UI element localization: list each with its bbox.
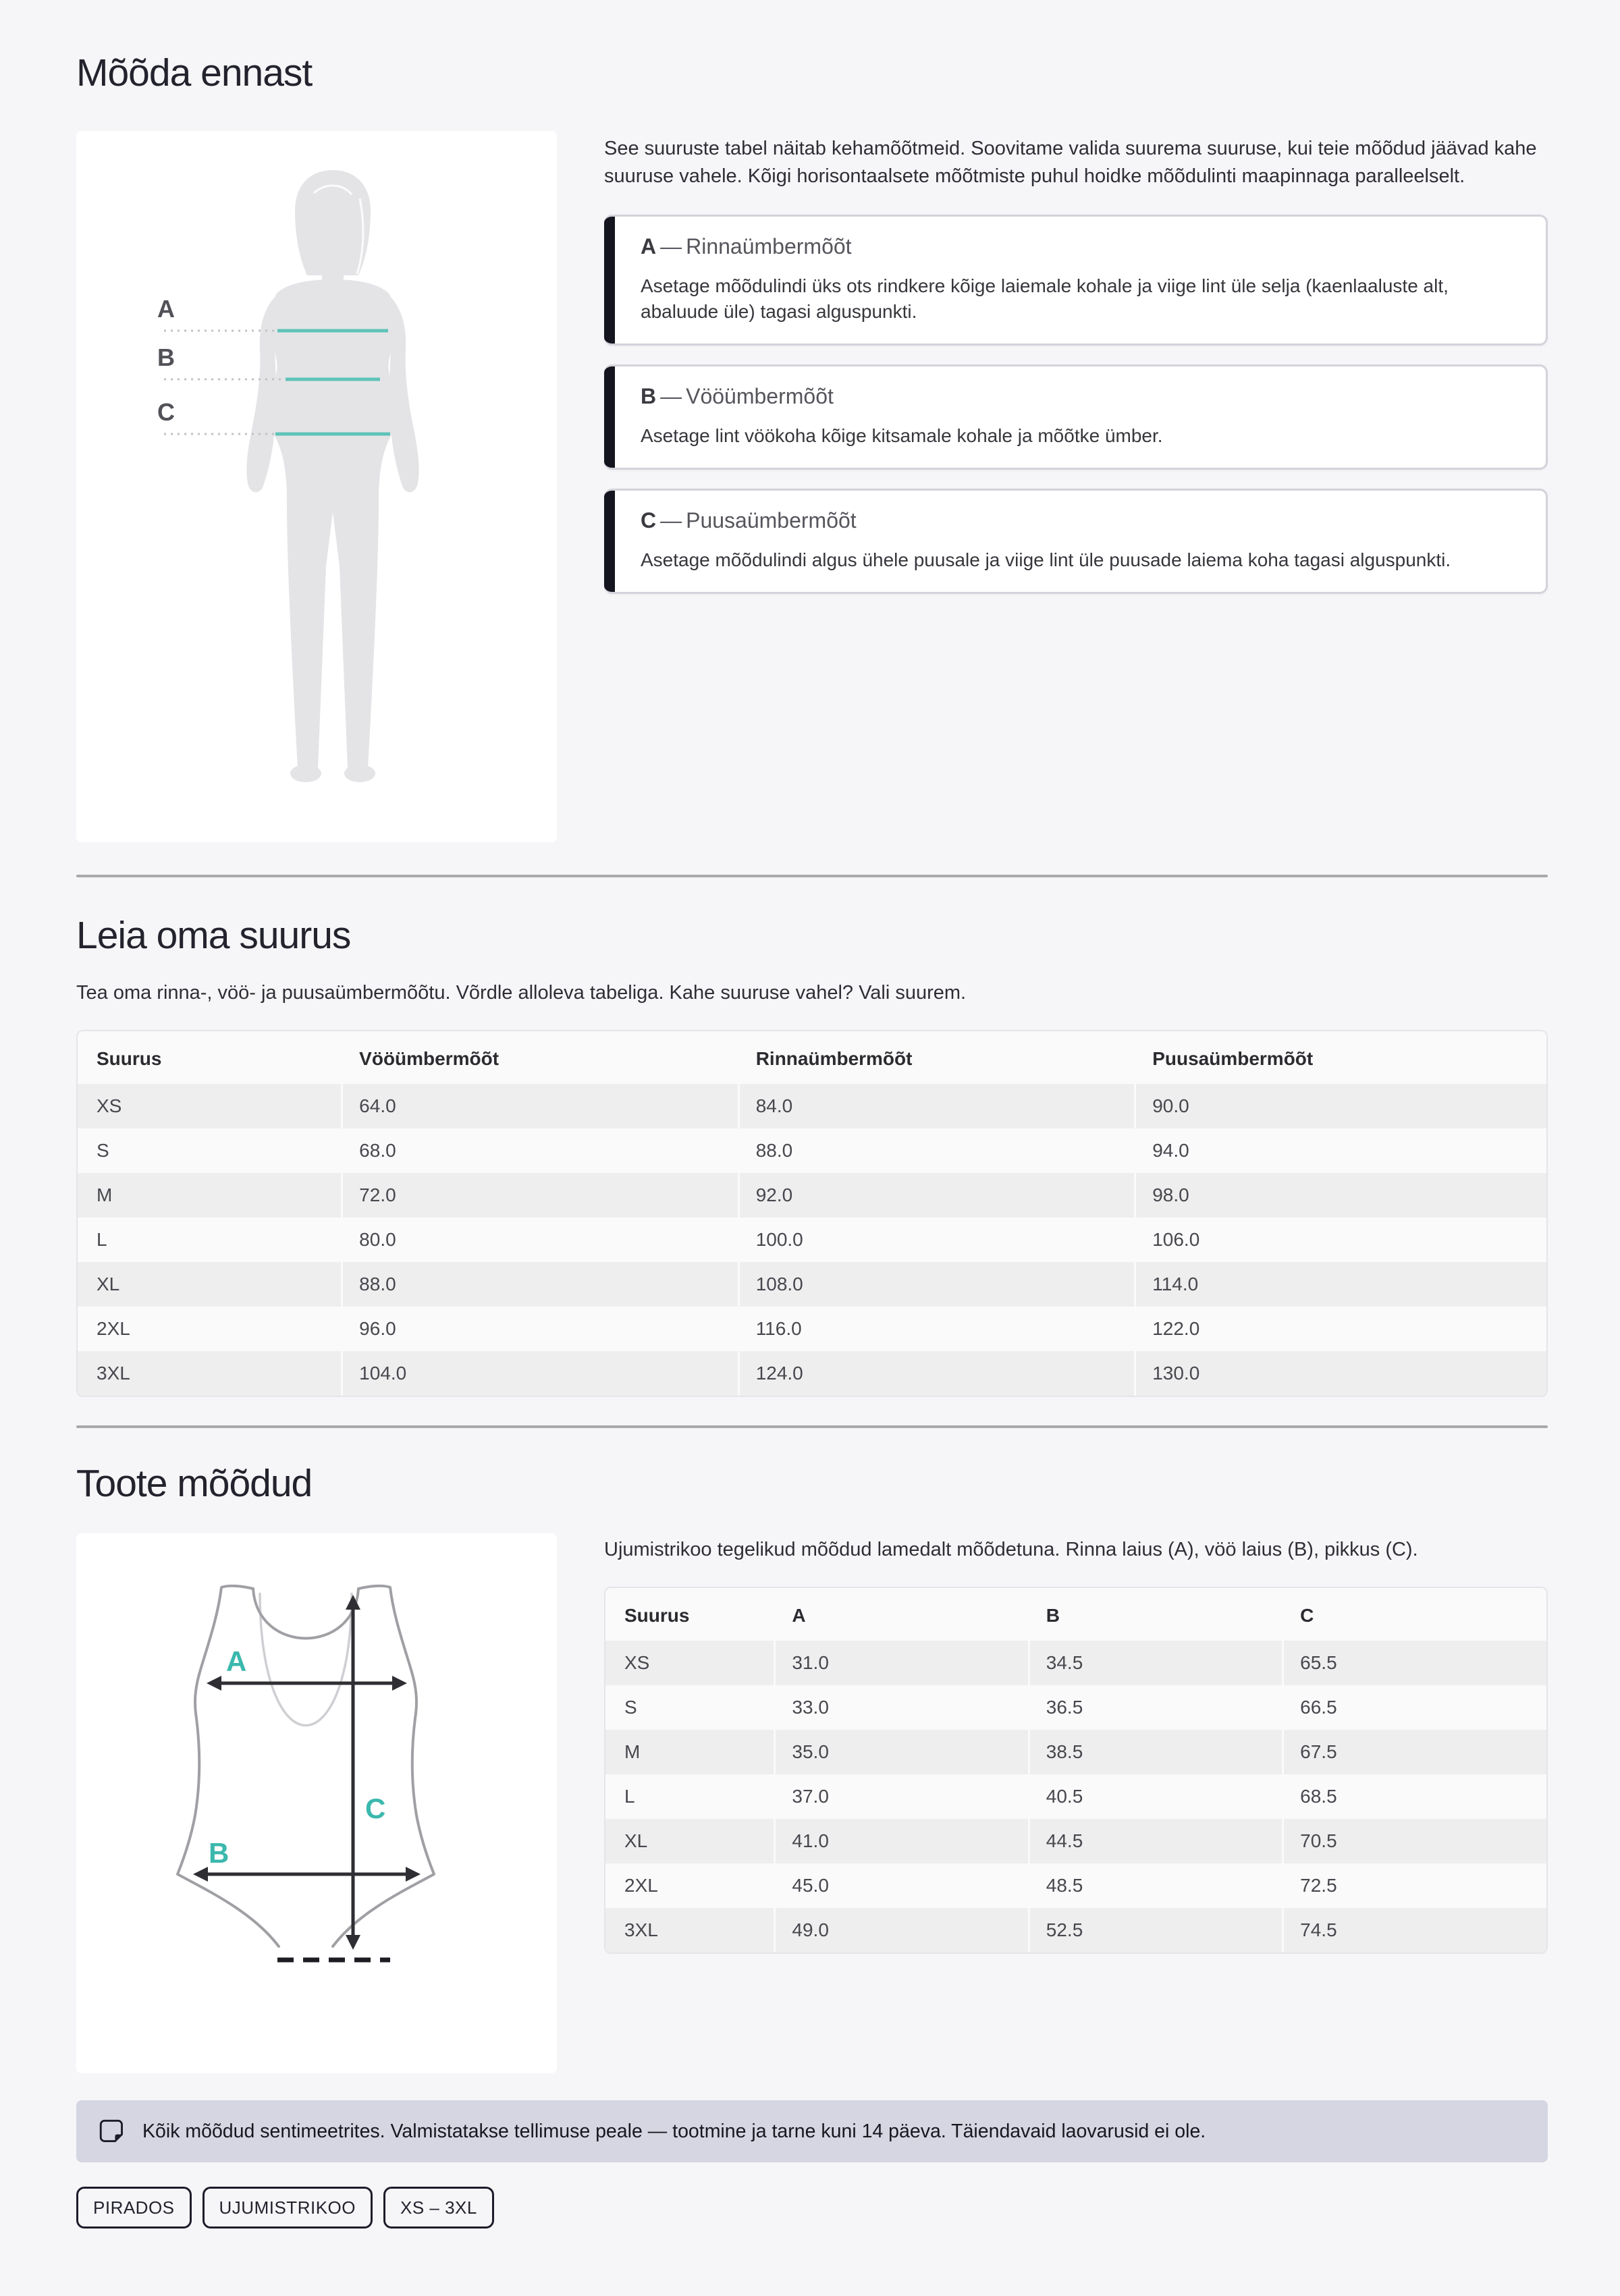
table-row bbox=[78, 1218, 1546, 1262]
dash-separator: — bbox=[660, 234, 682, 259]
measure-section bbox=[76, 50, 1548, 842]
table-row bbox=[78, 1262, 1546, 1307]
callout-letter: C bbox=[641, 508, 657, 533]
table-row bbox=[605, 1641, 1546, 1685]
value-cell: 130.0 bbox=[1135, 1351, 1546, 1396]
note-text: Kõik mõõdud sentimeetrites. Valmistatakse tellimuse peale — tootmine ja tarne kuni 14 päeva. Täiendavaid laovarusid ei ole. bbox=[142, 2121, 1206, 2143]
size-cell: XL bbox=[97, 1273, 120, 1294]
value-cell: 124.0 bbox=[738, 1351, 1135, 1396]
note-banner bbox=[76, 2100, 1548, 2162]
tags-row bbox=[76, 2187, 1548, 2229]
size-cell: XS bbox=[624, 1652, 650, 1674]
value-cell: 48.5 bbox=[1029, 1863, 1282, 1908]
value-cell: 80.0 bbox=[342, 1218, 739, 1262]
size-cell: 3XL bbox=[624, 1919, 658, 1941]
size-cell: L bbox=[624, 1786, 635, 1807]
tag-size-range[interactable]: XS – 3XL bbox=[383, 2187, 494, 2229]
arrowhead bbox=[392, 1676, 407, 1691]
value-cell: 116.0 bbox=[738, 1307, 1135, 1351]
column-header: Rinnaümbermõõt bbox=[738, 1031, 1135, 1084]
table-row bbox=[605, 1908, 1546, 1952]
callout-chest-title bbox=[641, 234, 1521, 258]
value-cell: 96.0 bbox=[342, 1307, 739, 1351]
column-header: C bbox=[1283, 1588, 1546, 1641]
size-cell: L bbox=[97, 1228, 107, 1250]
callout-hip bbox=[604, 489, 1548, 594]
table-row bbox=[78, 1173, 1546, 1218]
value-cell: 92.0 bbox=[738, 1173, 1135, 1218]
value-cell: 100.0 bbox=[738, 1218, 1135, 1262]
product-intro-text: Ujumistrikoo tegelikud mõõdud lamedalt mõõdetuna. Rinna laius (A), vöö laius (B), pikkus (C). bbox=[604, 1539, 1418, 1561]
value-cell: 66.5 bbox=[1283, 1685, 1546, 1730]
find-size-intro-text: Tea oma rinna-, vöö- ja puusaümbermõõtu. Võrdle alloleva tabeliga. Kahe suuruse vahel? Vali suurem. bbox=[76, 981, 967, 1004]
column-header: A bbox=[775, 1588, 1029, 1641]
arrowhead bbox=[346, 1935, 360, 1950]
value-cell: 41.0 bbox=[775, 1819, 1029, 1863]
size-cell: M bbox=[97, 1184, 113, 1205]
value-cell: 70.5 bbox=[1283, 1819, 1546, 1863]
measure-intro-text: See suuruste tabel näitab kehamõõtmeid. Soovitame valida suurema suuruse, kui teie mõõdud jäävad kahe suuruse vahele. Kõigi horisontaalsete mõõtmiste puhul hoidke mõõdulinti maapinnaga paralleelselt. bbox=[604, 138, 1537, 188]
silhouette-right-arm bbox=[389, 296, 419, 492]
table-row bbox=[78, 1351, 1546, 1396]
callout-waist-body: Asetage lint vöökoha kõige kitsamale kohale ja mõõtke ümber. bbox=[641, 425, 1163, 447]
callout-letter: B bbox=[641, 384, 657, 409]
table-row bbox=[605, 1730, 1546, 1774]
callout-measure-name: Vööümbermõõt bbox=[686, 384, 834, 409]
value-cell: 33.0 bbox=[775, 1685, 1029, 1730]
value-cell: 31.0 bbox=[775, 1641, 1029, 1685]
body-measurement-illustration bbox=[76, 131, 557, 842]
value-cell: 45.0 bbox=[775, 1863, 1029, 1908]
callout-hip-title bbox=[641, 508, 1521, 532]
value-cell: 37.0 bbox=[775, 1774, 1029, 1819]
silhouette-torso-legs bbox=[267, 279, 398, 769]
table-row bbox=[78, 1307, 1546, 1351]
column-header: Suurus bbox=[624, 1605, 690, 1627]
value-cell: 88.0 bbox=[342, 1262, 739, 1307]
body-silhouette-graphic bbox=[76, 131, 557, 842]
dash-separator: — bbox=[660, 384, 682, 409]
product-size-table bbox=[605, 1588, 1546, 1952]
size-cell: 3XL bbox=[97, 1362, 130, 1384]
value-cell: 114.0 bbox=[1135, 1262, 1546, 1307]
size-cell: M bbox=[624, 1741, 641, 1763]
value-cell: 35.0 bbox=[775, 1730, 1029, 1774]
note-icon bbox=[99, 2119, 125, 2144]
tag-product-type[interactable]: UJUMISTRIKOO bbox=[202, 2187, 373, 2229]
product-size-table-container bbox=[604, 1587, 1548, 1954]
value-cell: 65.5 bbox=[1283, 1641, 1546, 1685]
find-size-section bbox=[76, 912, 1548, 1396]
value-cell: 68.5 bbox=[1283, 1774, 1546, 1819]
value-cell: 74.5 bbox=[1283, 1908, 1546, 1952]
callout-waist-title bbox=[641, 384, 1521, 408]
value-cell: 106.0 bbox=[1135, 1218, 1546, 1262]
table-row bbox=[605, 1685, 1546, 1730]
column-header: B bbox=[1029, 1588, 1282, 1641]
value-cell: 34.5 bbox=[1029, 1641, 1282, 1685]
value-cell: 36.5 bbox=[1029, 1685, 1282, 1730]
body-size-table bbox=[78, 1031, 1546, 1396]
value-cell: 67.5 bbox=[1283, 1730, 1546, 1774]
size-cell: S bbox=[624, 1697, 637, 1718]
value-cell: 38.5 bbox=[1029, 1730, 1282, 1774]
value-cell: 104.0 bbox=[342, 1351, 739, 1396]
product-dimensions-title: Toote mõõdud bbox=[76, 1461, 313, 1505]
product-dimensions-section bbox=[76, 1460, 1548, 2073]
table-row bbox=[605, 1819, 1546, 1863]
arrowhead bbox=[406, 1867, 421, 1882]
swimsuit-outline-left bbox=[178, 1586, 279, 1946]
table-header-row bbox=[78, 1031, 1546, 1084]
value-cell: 108.0 bbox=[738, 1262, 1135, 1307]
value-cell: 122.0 bbox=[1135, 1307, 1546, 1351]
value-cell: 90.0 bbox=[1135, 1084, 1546, 1128]
table-row bbox=[78, 1084, 1546, 1128]
size-cell: 2XL bbox=[97, 1317, 130, 1339]
value-cell: 94.0 bbox=[1135, 1128, 1546, 1173]
find-size-title: Leia oma suurus bbox=[76, 914, 351, 958]
body-size-table-container bbox=[76, 1030, 1548, 1397]
value-cell: 40.5 bbox=[1029, 1774, 1282, 1819]
callout-measure-name: Puusaümbermõõt bbox=[686, 508, 857, 533]
value-cell: 88.0 bbox=[738, 1128, 1135, 1173]
callout-chest-body: Asetage mõõdulindi üks ots rindkere kõige laiemale kohale ja viige lint üle selja (kaenlaaluste alt, abaluude üle) tagasi alguspunkti. bbox=[641, 275, 1449, 323]
silhouette-left-foot bbox=[290, 765, 321, 782]
callout-chest bbox=[604, 215, 1548, 346]
size-cell: 2XL bbox=[624, 1875, 658, 1896]
callout-waist bbox=[604, 364, 1548, 470]
swimsuit-front-scoop bbox=[253, 1589, 358, 1639]
table-row bbox=[78, 1128, 1546, 1173]
swimsuit-back-scoop bbox=[260, 1593, 352, 1726]
swimsuit-measurement-illustration bbox=[76, 1533, 557, 2073]
figure-label-a: A bbox=[157, 295, 175, 323]
value-cell: 44.5 bbox=[1029, 1819, 1282, 1863]
silhouette-right-foot bbox=[344, 765, 375, 782]
size-cell: S bbox=[97, 1139, 109, 1161]
page-title: Mõõda ennast bbox=[76, 51, 313, 94]
suit-label-a: A bbox=[226, 1645, 247, 1678]
suit-label-b: B bbox=[209, 1837, 230, 1869]
column-header: Puusaümbermõõt bbox=[1135, 1031, 1546, 1084]
suit-label-c: C bbox=[365, 1793, 386, 1825]
section-divider bbox=[76, 875, 1548, 877]
tag-brand[interactable]: PIRADOS bbox=[76, 2187, 192, 2229]
swimsuit-diagram-graphic bbox=[76, 1533, 557, 2073]
column-header: Suurus bbox=[97, 1047, 162, 1069]
callout-hip-body: Asetage mõõdulindi algus ühele puusale ja viige lint üle puusade laiema koha tagasi alguspunkti. bbox=[641, 549, 1451, 571]
value-cell: 72.0 bbox=[342, 1173, 739, 1218]
size-cell: XL bbox=[624, 1830, 648, 1852]
figure-label-b: B bbox=[157, 344, 175, 372]
arrowhead bbox=[207, 1676, 221, 1691]
value-cell: 52.5 bbox=[1029, 1908, 1282, 1952]
value-cell: 49.0 bbox=[775, 1908, 1029, 1952]
table-header-row bbox=[605, 1588, 1546, 1641]
dash-separator: — bbox=[660, 508, 682, 533]
silhouette-head bbox=[309, 180, 356, 242]
value-cell: 98.0 bbox=[1135, 1173, 1546, 1218]
callout-measure-name: Rinnaümbermõõt bbox=[686, 234, 852, 259]
value-cell: 68.0 bbox=[342, 1128, 739, 1173]
figure-label-c: C bbox=[157, 398, 175, 427]
callout-letter: A bbox=[641, 234, 657, 259]
value-cell: 84.0 bbox=[738, 1084, 1135, 1128]
size-cell: XS bbox=[97, 1095, 122, 1116]
table-row bbox=[605, 1774, 1546, 1819]
value-cell: 64.0 bbox=[342, 1084, 739, 1128]
swimsuit-outline-right bbox=[333, 1586, 434, 1946]
arrowhead bbox=[193, 1867, 208, 1882]
section-divider bbox=[76, 1425, 1548, 1428]
silhouette-left-arm bbox=[246, 296, 276, 492]
table-row bbox=[605, 1863, 1546, 1908]
column-header: Vööümbermõõt bbox=[342, 1031, 739, 1084]
value-cell: 72.5 bbox=[1283, 1863, 1546, 1908]
